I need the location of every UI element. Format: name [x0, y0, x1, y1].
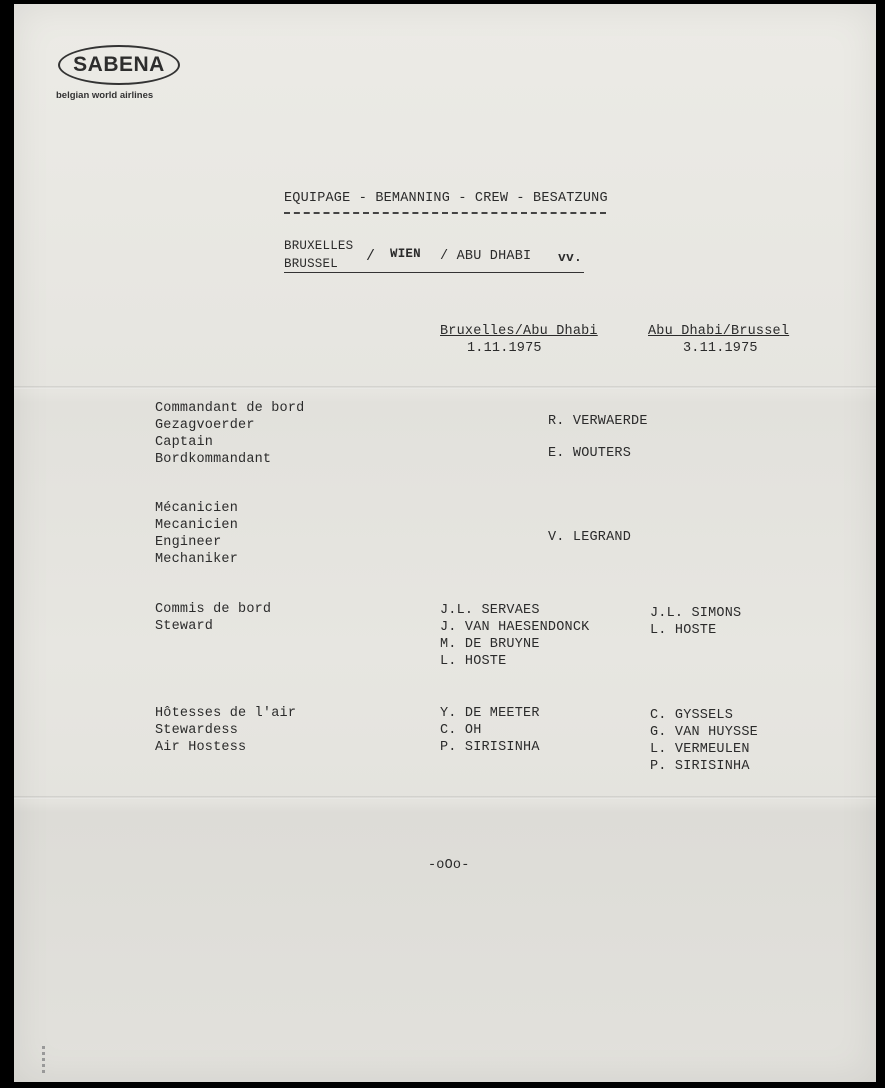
document-sheet — [14, 4, 876, 1082]
crew-name: P. SIRISINHA — [650, 759, 750, 774]
crew-name: L. VERMEULEN — [650, 742, 750, 757]
logo-tagline: belgian world airlines — [56, 90, 154, 101]
crew-name: Y. DE MEETER — [440, 706, 540, 721]
role-title: Commandant de bord — [155, 401, 305, 416]
role-title: Bordkommandant — [155, 452, 272, 467]
col-date-outbound: 1.11.1975 — [467, 341, 542, 356]
document-title: EQUIPAGE - BEMANNING - CREW - BESATZUNG — [284, 191, 608, 206]
crew-name: J. VAN HAESENDONCK — [440, 620, 590, 635]
crew-name: M. DE BRUYNE — [440, 637, 540, 652]
crew-name: G. VAN HUYSSE — [650, 725, 758, 740]
logo-word: SABENA — [73, 53, 165, 76]
route-underline — [284, 272, 584, 273]
role-title: Mecanicien — [155, 518, 239, 533]
crew-name: L. HOSTE — [650, 623, 717, 638]
role-title: Commis de bord — [155, 602, 272, 617]
route-city-nl: BRUSSEL — [284, 257, 338, 271]
print-code-mark — [42, 1046, 45, 1074]
route-separator: / — [366, 248, 376, 265]
col-route-outbound: Bruxelles/Abu Dhabi — [440, 324, 598, 339]
role-title: Steward — [155, 619, 214, 634]
role-title: Captain — [155, 435, 214, 450]
crew-name: J.L. SERVAES — [440, 603, 540, 618]
footer-mark: -oOo- — [428, 858, 470, 873]
paper-fold — [14, 796, 876, 799]
col-route-return: Abu Dhabi/Brussel — [648, 324, 790, 339]
role-title: Air Hostess — [155, 740, 247, 755]
role-title: Engineer — [155, 535, 222, 550]
title-underline — [284, 212, 606, 214]
crew-name: C. GYSSELS — [650, 708, 734, 723]
role-title: Mécanicien — [155, 501, 239, 516]
role-title: Gezagvoerder — [155, 418, 255, 433]
route-vv: vv. — [558, 250, 583, 265]
route-city-fr: BRUXELLES — [284, 239, 354, 253]
route-wien: WIEN — [390, 247, 421, 261]
route-destination: / ABU DHABI — [440, 249, 532, 264]
crew-name: R. VERWAERDE — [548, 414, 648, 429]
col-date-return: 3.11.1975 — [683, 341, 758, 356]
crew-name: L. HOSTE — [440, 654, 507, 669]
crew-name: V. LEGRAND — [548, 530, 632, 545]
crew-name: P. SIRISINHA — [440, 740, 540, 755]
crew-name: J.L. SIMONS — [650, 606, 742, 621]
paper-fold — [14, 386, 876, 389]
crew-name: E. WOUTERS — [548, 446, 632, 461]
role-title: Hôtesses de l'air — [155, 706, 297, 721]
role-title: Stewardess — [155, 723, 239, 738]
sabena-logo — [58, 45, 180, 85]
role-title: Mechaniker — [155, 552, 239, 567]
crew-name: C. OH — [440, 723, 482, 738]
